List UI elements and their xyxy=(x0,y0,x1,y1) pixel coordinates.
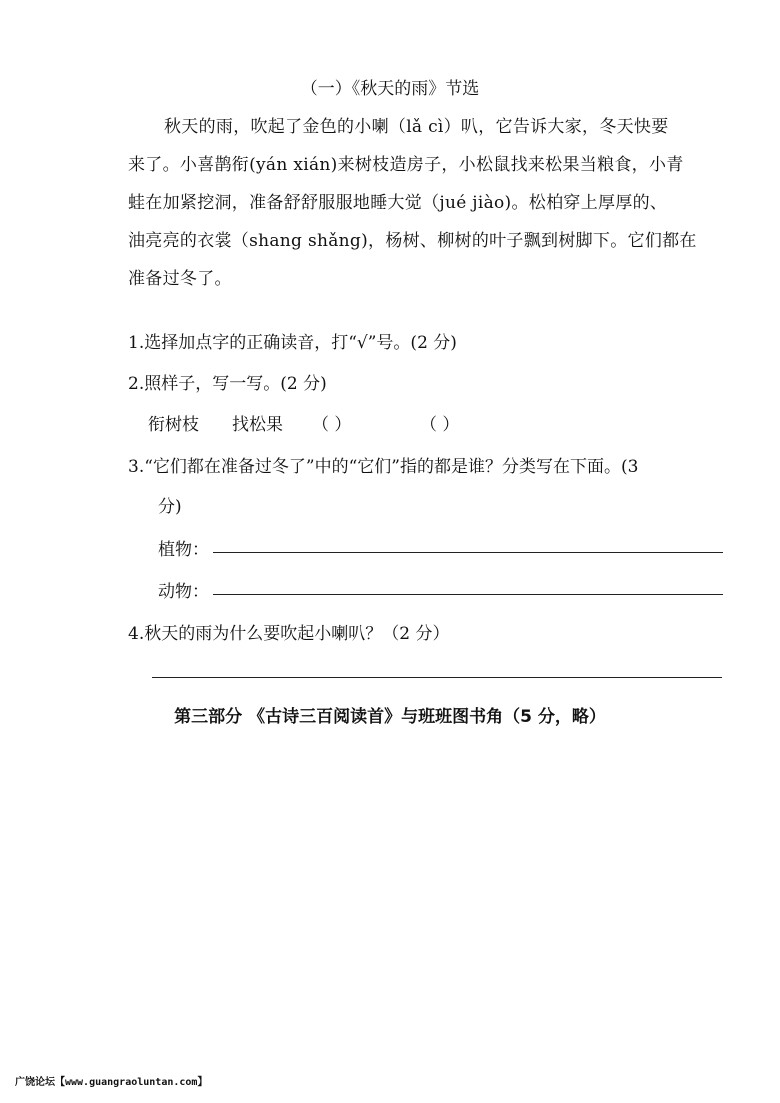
q2-answer-blank-2[interactable]: （ ） xyxy=(420,415,460,435)
passage-title: （一）《秋天的雨》节选 xyxy=(300,79,480,99)
plants-answer-line[interactable] xyxy=(213,552,723,553)
question-4: 4.秋天的雨为什么要吹起小喇叭？（2 分） xyxy=(128,624,450,644)
question-3-continued: 分) xyxy=(158,497,182,517)
section-three-title: 第三部分 《古诗三百阅读首》与班班图书角（5 分，略） xyxy=(174,707,606,727)
question-3: 3.“它们都在准备过冬了”中的“它们”指的都是谁？分类写在下面。(3 xyxy=(128,457,639,477)
passage-line-3: 蛙在加紧挖洞，准备舒舒服服地睡大觉（jué jiào)。松柏穿上厚厚的、 xyxy=(128,193,668,213)
passage-line-5: 准备过冬了。 xyxy=(128,269,232,289)
animals-label: 动物： xyxy=(158,582,209,602)
q4-answer-line[interactable] xyxy=(152,677,722,678)
question-1: 1.选择加点字的正确读音，打“√”号。(2 分) xyxy=(128,333,457,353)
passage-body xyxy=(128,108,728,298)
q2-answer-blank-1[interactable]: （ ） xyxy=(312,415,352,435)
passage-line-2: 来了。小喜鹊衔(yán xián)来树枝造房子，小松鼠找来松果当粮食，小青 xyxy=(128,155,684,175)
plants-label: 植物： xyxy=(158,540,209,560)
passage-line-1: 秋天的雨，吹起了金色的小喇（lǎ cì）叭，它告诉大家，冬天快要 xyxy=(164,117,669,137)
animals-answer-line[interactable] xyxy=(213,594,723,595)
q2-example-2: 找松果 xyxy=(232,415,283,435)
passage-line-4: 油亮亮的衣裳（shang shǎng)，杨树、柳树的叶子飘到树脚下。它们都在 xyxy=(128,231,697,251)
question-2: 2.照样子，写一写。(2 分) xyxy=(128,374,327,394)
footer-watermark: 广饶论坛【www.guangraoluntan.com】 xyxy=(15,1077,208,1088)
q2-example-1: 衔树枝 xyxy=(148,415,199,435)
